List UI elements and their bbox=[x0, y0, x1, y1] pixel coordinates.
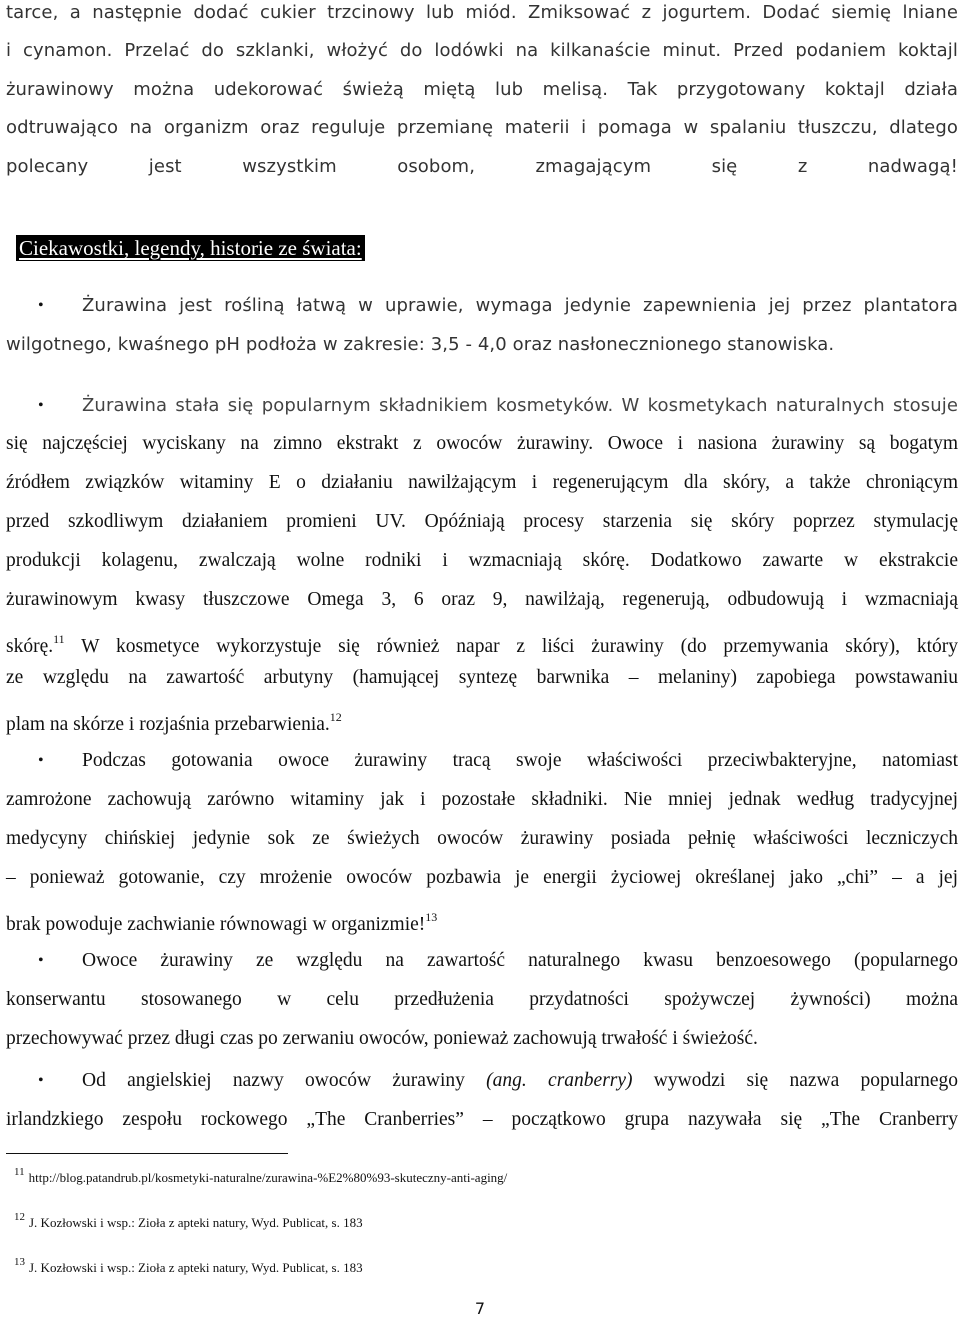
bullet-4-line: Owoce żurawiny ze względu na zawartość naturalnego kwasu benzoesowego (popularnego bbox=[82, 950, 958, 971]
footnote-ref: 12 bbox=[329, 710, 342, 724]
bullet-2-text: skórę. bbox=[6, 636, 54, 657]
footnote bbox=[14, 1211, 363, 1231]
footnote bbox=[14, 1166, 507, 1186]
bullet-3-line: – ponieważ gotowanie, czy mrożenie owoców pozbawia je energii życiowej określanej jako „chi” – a jej bbox=[6, 867, 958, 888]
bullet-2-line: ze względu na zawartość arbutyny (hamującej syntezę barwnika – melaniny) zapobiega powstawaniu bbox=[6, 667, 958, 688]
footnote bbox=[14, 1256, 363, 1276]
intro-line: tarce, a następnie dodać cukier trzcinowy lub miód. Zmiksować z jogurtem. Dodać siemię lniane bbox=[6, 2, 958, 23]
bullet-2-text-sans: Żurawina stała się popularnym składnikiem kosmetyków. W kosmetykach naturalnych stosuje bbox=[82, 395, 958, 416]
footnote-text: http://blog.patandrub.pl/kosmetyki-naturalne/zurawina-%E2%80%93-skuteczny-anti-aging/ bbox=[28, 1170, 508, 1185]
bullet-dot-icon: • bbox=[38, 952, 44, 969]
bullet-2-line: się najczęściej wyciskany na zimno ekstrakt z owoców żurawiny. Owoce i nasiona żurawiny są bogatym bbox=[6, 433, 958, 454]
bullet-5-line bbox=[82, 1069, 958, 1093]
footnote-separator bbox=[6, 1153, 288, 1154]
bullet-dot-icon: • bbox=[38, 752, 44, 769]
bullet-2-text: plam na skórze i rozjaśnia przebarwienia. bbox=[6, 714, 330, 735]
footnote-number: 13 bbox=[14, 1256, 25, 1268]
bullet-3-line: zamrożone zachowują zarówno witaminy jak i pozostałe składniki. Nie mniej jednak według tradycyjnej bbox=[6, 789, 958, 810]
bullet-2-line bbox=[6, 627, 958, 659]
bullet-5-text: Od angielskiej nazwy owoców żurawiny bbox=[82, 1070, 465, 1091]
footnote-text: J. Kozłowski i wsp.: Zioła z apteki natury, Wyd. Publicat, s. 183 bbox=[29, 1260, 363, 1275]
section-heading: Ciekawostki, legendy, historie ze świata: bbox=[16, 235, 365, 261]
intro-line: żurawinowy można udekorować świeżą miętą lub melisą. Tak przygotowany koktajl działa bbox=[6, 79, 958, 100]
intro-line: odtruwająco na organizm oraz reguluje przemianę materii i pomaga w spalaniu tłuszczu, dlatego bbox=[6, 117, 958, 138]
page-number: 7 bbox=[474, 1299, 486, 1318]
bullet-5-italic: (ang. cranberry) bbox=[486, 1070, 633, 1091]
bullet-3-text: brak powoduje zachwianie równowagi w organizmie! bbox=[6, 914, 426, 935]
bullet-3-line bbox=[6, 905, 958, 937]
intro-line: i cynamon. Przelać do szklanki, włożyć do lodówki na kilkanaście minut. Przed podaniem koktajl bbox=[6, 40, 958, 61]
footnote-number: 11 bbox=[14, 1166, 25, 1178]
bullet-2-line: źródłem związków witaminy E o działaniu nawilżającym i regenerującym dla skóry, a także chroniącym bbox=[6, 472, 958, 493]
intro-line: polecany jest wszystkim osobom, zmagającym się z nadwagą! bbox=[6, 156, 958, 177]
bullet-2-line: przed szkodliwym działaniem promieni UV. Opóźniają procesy starzenia się skóry poprzez stymulację bbox=[6, 511, 958, 532]
bullet-5-text: wywodzi się nazwa popularnego bbox=[653, 1070, 958, 1091]
bullet-4-line: konserwantu stosowanego w celu przedłużenia przydatności spożywczej żywności) można bbox=[6, 989, 958, 1010]
bullet-2-line: żurawinowym kwasy tłuszczowe Omega 3, 6 oraz 9, nawilżają, regenerują, odbudowują i wzmacniają bbox=[6, 589, 958, 610]
bullet-3-line: medycyny chińskiej jedynie sok ze świeżych owoców żurawiny posiada pełnię właściwości leczniczych bbox=[6, 828, 958, 849]
footnote-number: 12 bbox=[14, 1211, 25, 1223]
bullet-dot-icon: • bbox=[38, 297, 44, 314]
bullet-4-line: przechowywać przez długi czas po zerwaniu owoców, ponieważ zachowują trwałość i świeżość. bbox=[6, 1028, 758, 1049]
bullet-dot-icon: • bbox=[38, 1072, 44, 1089]
bullet-2-line bbox=[82, 394, 958, 418]
bullet-1-line: Żurawina jest rośliną łatwą w uprawie, wymaga jedynie zapewnienia jej przez plantatora bbox=[82, 295, 958, 316]
bullet-2-line bbox=[6, 705, 958, 737]
bullet-1-line: wilgotnego, kwaśnego pH podłoża w zakresie: 3,5 - 4,0 oraz nasłonecznionego stanowiska. bbox=[6, 334, 835, 355]
footnote-text: J. Kozłowski i wsp.: Zioła z apteki natury, Wyd. Publicat, s. 183 bbox=[29, 1215, 363, 1230]
bullet-2-text: W kosmetyce wykorzystuje się również napar z liści żurawiny (do przemywania skóry), który bbox=[81, 636, 958, 657]
footnote-ref: 13 bbox=[425, 910, 438, 924]
bullet-dot-icon: • bbox=[38, 397, 44, 414]
bullet-3-line: Podczas gotowania owoce żurawiny tracą swoje właściwości przeciwbakteryjne, natomiast bbox=[82, 750, 958, 771]
bullet-2-line: produkcji kolagenu, zwalczają wolne rodniki i wzmacniają skórę. Dodatkowo zawarte w ekstrakcie bbox=[6, 550, 958, 571]
footnote-ref: 11 bbox=[53, 632, 65, 646]
bullet-5-line: irlandzkiego zespołu rockowego „The Cranberries” – początkowo grupa nazywała się „The Cranberry bbox=[6, 1109, 958, 1130]
